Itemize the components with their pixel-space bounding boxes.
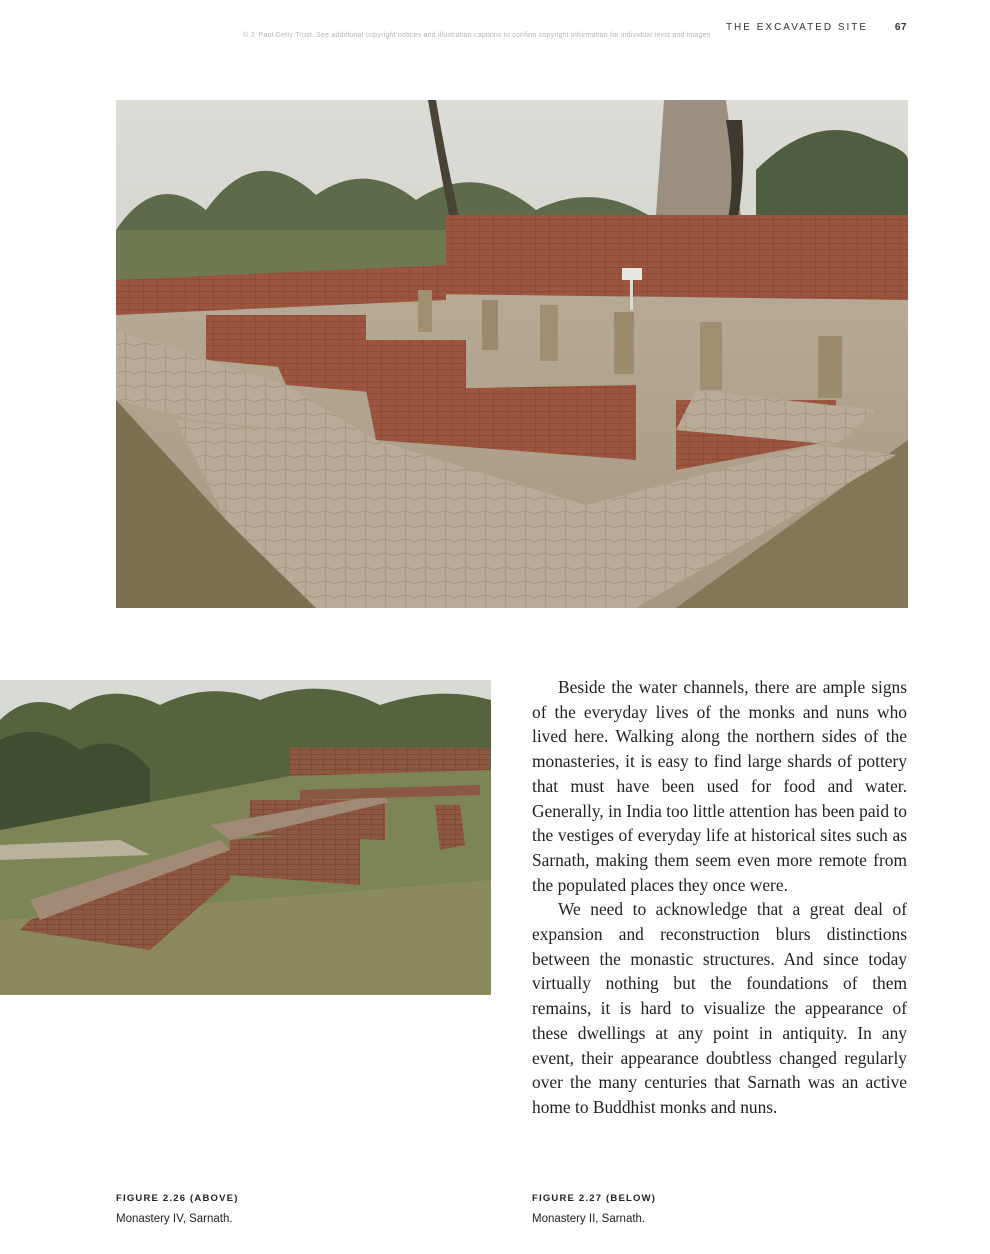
- body-text: [532, 675, 907, 1120]
- figure-description: Monastery IV, Sarnath.: [116, 1213, 233, 1225]
- monastery-ii-photo-illustration: [0, 680, 491, 995]
- paragraph: We need to acknowledge that a great deal of expansion and reconstruction blurs distinctions between the monastic structures. And since today virtually nothing but the foundations of them remains, it is hard to visualize the appearance of these dwellings at any point in antiquity. In any event, their appearance doubtless changed regularly over the many centuries that Sarnath was an active home to Buddhist monks and nuns.: [532, 899, 907, 1117]
- figure-2-26-photo: [116, 100, 908, 608]
- paragraph: Beside the water channels, there are ample signs of the everyday lives of the monks and nuns who lived here. Walking along the northern sides of the monasteries, it is easy to find large shards of pottery that must have been used for food and water. Generally, in India too little attention has been paid to the vestiges of everyday life at historical sites such as Sarnath, making them seem even more remote from the populated places they once were.: [532, 677, 907, 895]
- page-number: 67: [894, 22, 907, 33]
- caption-figure-2-26: [116, 1192, 239, 1228]
- section-title: THE EXCAVATED SITE: [725, 22, 869, 33]
- figure-2-27-photo: [0, 680, 491, 995]
- figure-label: FIGURE 2.27 (BELOW): [532, 1193, 657, 1204]
- figure-description: Monastery II, Sarnath.: [532, 1213, 646, 1225]
- monastery-iv-photo-illustration: [116, 100, 908, 608]
- figure-label: FIGURE 2.26 (ABOVE): [116, 1193, 239, 1204]
- caption-figure-2-27: [532, 1192, 656, 1228]
- running-head: [726, 22, 907, 33]
- copyright-notice: © J. Paul Getty Trust. See additional copyright notices and illustration captions to confirm copyright information for individual texts and images: [243, 32, 711, 39]
